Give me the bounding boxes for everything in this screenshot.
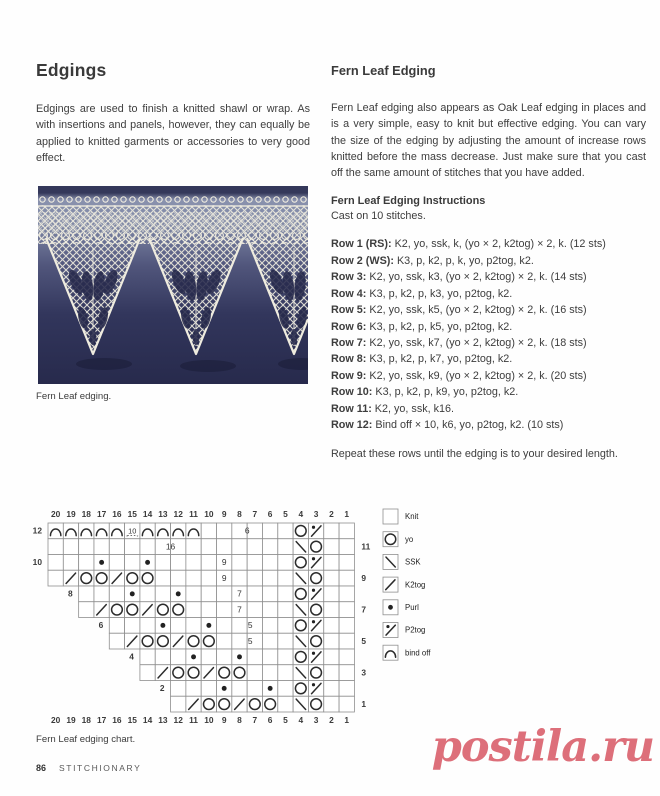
svg-text:9: 9 bbox=[361, 572, 367, 583]
svg-text:5: 5 bbox=[283, 509, 288, 519]
instruction-row: Row 5: K2, yo, ssk, k5, (yo × 2, k2tog) × 2, k. (16 sts) bbox=[331, 304, 587, 317]
svg-text:20: 20 bbox=[50, 715, 61, 725]
svg-text:Knit: Knit bbox=[405, 512, 419, 522]
fern-leaf-edging-photo bbox=[38, 186, 308, 384]
svg-text:8: 8 bbox=[237, 509, 242, 519]
svg-text:9: 9 bbox=[221, 509, 227, 519]
instruction-row: Row 10: K3, p, k2, p, k9, yo, p2tog, k2. bbox=[331, 386, 519, 399]
instruction-row: Row 9: K2, yo, ssk, k9, (yo × 2, k2tog) × 2, k. (20 sts) bbox=[331, 369, 587, 382]
page-footer bbox=[36, 763, 141, 773]
svg-text:5: 5 bbox=[247, 635, 253, 646]
svg-text:10: 10 bbox=[204, 509, 214, 519]
svg-text:3: 3 bbox=[361, 667, 367, 678]
svg-text:7: 7 bbox=[252, 509, 258, 519]
svg-text:5: 5 bbox=[247, 620, 253, 631]
svg-text:bind off: bind off bbox=[405, 648, 431, 658]
svg-text:7: 7 bbox=[361, 604, 367, 615]
svg-text:yo: yo bbox=[405, 534, 414, 544]
svg-text:15: 15 bbox=[127, 509, 137, 519]
svg-text:11: 11 bbox=[189, 509, 198, 519]
svg-text:10: 10 bbox=[128, 526, 137, 536]
instruction-row: Row 4: K3, p, k2, p, k3, yo, p2tog, k2. bbox=[331, 287, 513, 300]
svg-text:5: 5 bbox=[361, 635, 367, 646]
photo-caption: Fern Leaf edging. bbox=[36, 391, 112, 402]
svg-text:18: 18 bbox=[81, 509, 91, 519]
svg-text:16: 16 bbox=[165, 541, 176, 552]
svg-text:12: 12 bbox=[173, 509, 183, 519]
watermark: postila.ru bbox=[431, 722, 654, 772]
svg-text:2: 2 bbox=[329, 715, 334, 725]
svg-text:13: 13 bbox=[158, 509, 168, 519]
instruction-row: Row 6: K3, p, k2, p, k5, yo, p2tog, k2. bbox=[331, 320, 513, 333]
svg-text:7: 7 bbox=[252, 715, 258, 725]
svg-text:6: 6 bbox=[267, 509, 273, 519]
svg-text:12: 12 bbox=[173, 715, 183, 725]
svg-text:5: 5 bbox=[283, 715, 288, 725]
svg-text:14: 14 bbox=[142, 509, 153, 519]
page-title: Edgings bbox=[36, 60, 107, 80]
svg-text:Purl: Purl bbox=[405, 603, 419, 612]
svg-text:3: 3 bbox=[313, 715, 319, 725]
svg-text:1: 1 bbox=[344, 715, 350, 725]
svg-text:11: 11 bbox=[361, 541, 371, 552]
svg-text:1: 1 bbox=[344, 509, 350, 519]
svg-text:19: 19 bbox=[66, 715, 76, 725]
instruction-row: Row 1 (RS): K2, yo, ssk, k, (yo × 2, k2tog) × 2, k. (12 sts) bbox=[331, 238, 606, 251]
svg-text:7: 7 bbox=[237, 604, 242, 615]
svg-text:9: 9 bbox=[221, 572, 227, 583]
instruction-row: Row 3: K2, yo, ssk, k3, (yo × 2, k2tog) × 2, k. (14 sts) bbox=[331, 271, 587, 284]
edgings-intro-paragraph: Edgings are used to finish a knitted shawl or wrap. As with insertions and panels, however, they can equally be applied to knitted garments or accessories to very good effect. bbox=[36, 103, 310, 164]
svg-text:9: 9 bbox=[221, 715, 227, 725]
svg-text:SSK: SSK bbox=[405, 557, 421, 567]
cast-on-note: Cast on 10 stitches. bbox=[331, 210, 426, 223]
svg-text:8: 8 bbox=[67, 588, 73, 599]
chart-caption: Fern Leaf edging chart. bbox=[36, 734, 136, 745]
instruction-rows bbox=[331, 236, 646, 433]
svg-text:16: 16 bbox=[112, 509, 122, 519]
svg-text:17: 17 bbox=[96, 509, 107, 519]
left-column bbox=[36, 60, 310, 166]
section-title: Fern Leaf Edging bbox=[331, 63, 436, 78]
svg-text:12: 12 bbox=[32, 525, 42, 536]
svg-text:19: 19 bbox=[66, 509, 76, 519]
svg-text:6: 6 bbox=[267, 715, 273, 725]
instruction-row: Row 7: K2, yo, ssk, k7, (yo × 2, k2tog) × 2, k. (18 sts) bbox=[331, 336, 587, 349]
svg-text:1: 1 bbox=[361, 698, 367, 709]
repeat-note: Repeat these rows until the edging is to your desired length. bbox=[331, 448, 618, 461]
svg-text:2: 2 bbox=[159, 683, 165, 694]
instruction-row: Row 2 (WS): K3, p, k2, p, k, yo, p2tog, k2. bbox=[331, 254, 534, 267]
lace-photo-illustration bbox=[38, 186, 308, 384]
svg-text:13: 13 bbox=[158, 715, 168, 725]
svg-text:11: 11 bbox=[189, 715, 198, 725]
svg-text:18: 18 bbox=[81, 715, 91, 725]
svg-text:16: 16 bbox=[112, 715, 122, 725]
svg-text:6: 6 bbox=[98, 620, 104, 631]
instruction-row: Row 8: K3, p, k2, p, k7, yo, p2tog, k2. bbox=[331, 353, 513, 366]
book-title: STITCHIONARY bbox=[59, 763, 142, 773]
svg-text:20: 20 bbox=[50, 509, 61, 519]
svg-text:9: 9 bbox=[221, 557, 227, 568]
svg-text:10: 10 bbox=[32, 557, 42, 568]
svg-text:3: 3 bbox=[313, 509, 319, 519]
page-number: 86 bbox=[36, 763, 47, 773]
svg-text:6: 6 bbox=[244, 525, 250, 536]
svg-text:7: 7 bbox=[237, 588, 242, 599]
svg-text:15: 15 bbox=[127, 715, 137, 725]
svg-text:2: 2 bbox=[329, 509, 334, 519]
instruction-row: Row 12: Bind off × 10, k6, yo, p2tog, k2. (10 sts) bbox=[331, 418, 564, 431]
svg-text:10: 10 bbox=[204, 715, 214, 725]
svg-text:4: 4 bbox=[129, 651, 134, 662]
svg-text:P2tog: P2tog bbox=[405, 625, 426, 635]
svg-text:K2tog: K2tog bbox=[405, 580, 426, 590]
svg-text:4: 4 bbox=[298, 509, 304, 519]
svg-text:17: 17 bbox=[96, 715, 107, 725]
svg-text:14: 14 bbox=[142, 715, 153, 725]
instructions-title: Fern Leaf Edging Instructions bbox=[331, 195, 486, 208]
instruction-row: Row 11: K2, yo, ssk, k16. bbox=[331, 402, 455, 415]
svg-text:4: 4 bbox=[298, 715, 304, 725]
fern-leaf-edging-chart bbox=[0, 495, 660, 745]
fern-leaf-intro-paragraph: Fern Leaf edging also appears as Oak Leaf edging in places and is a very simple, easy to knit but effective edging. You can vary the size of the edging by adjusting the amount of increase rows knitted before the mass decrease. Just make sure that you cast off the same amount of stitches that you have added. bbox=[331, 102, 646, 180]
svg-text:8: 8 bbox=[237, 715, 242, 725]
right-column bbox=[331, 60, 646, 471]
